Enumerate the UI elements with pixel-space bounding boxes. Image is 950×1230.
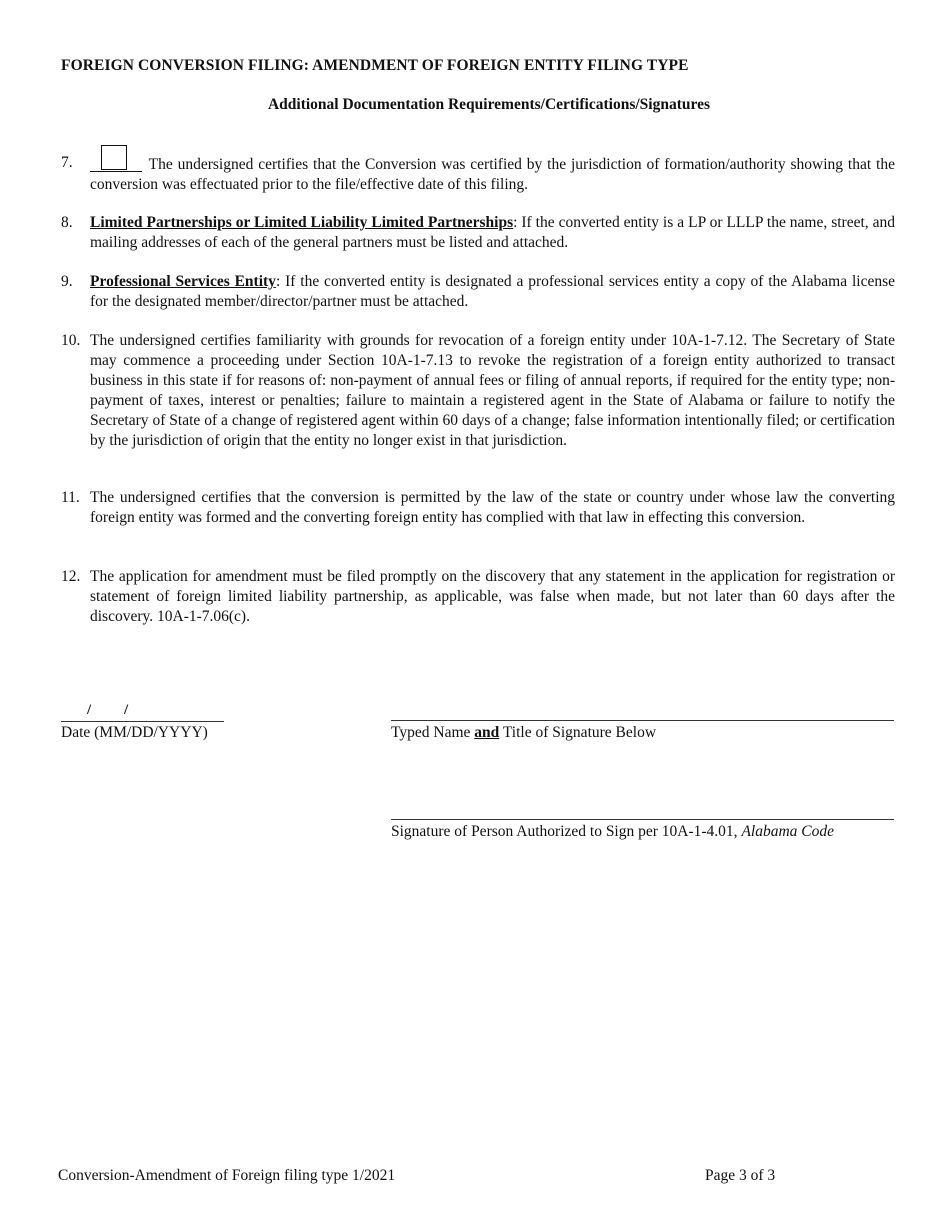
item-12 xyxy=(61,567,895,627)
date-field[interactable] xyxy=(61,702,224,722)
document-subtitle: Additional Documentation Requirements/Certifications/Signatures xyxy=(267,96,711,113)
item-heading: Professional Services Entity xyxy=(90,273,276,290)
item-number: 10. xyxy=(61,332,81,349)
item-number: 8. xyxy=(61,214,73,231)
item-text: : If the converted entity is a LP or LLLP the name, street, and mailing addresses of each of the general partners must be listed and attached. xyxy=(90,214,895,251)
footer-form-id: Conversion-Amendment of Foreign filing type 1/2021 xyxy=(58,1167,396,1184)
item-number: 9. xyxy=(61,273,73,290)
date-separator: / xyxy=(87,702,92,718)
item-text: The application for amendment must be filed promptly on the discovery that any statement in the application for registration or statement of foreign limited liability partnership, as applicable, was false when made, but not later than 60 days after the discovery. 10A-1-7.06(c). xyxy=(90,568,895,625)
item-heading: Limited Partnerships or Limited Liability Limited Partnerships xyxy=(90,214,514,231)
item-number: 11. xyxy=(61,489,80,506)
date-separator: / xyxy=(124,702,129,718)
typed-name-label: Typed Name and Title of Signature Below xyxy=(391,724,657,741)
document-title: FOREIGN CONVERSION FILING: AMENDMENT OF FOREIGN ENTITY FILING TYPE xyxy=(61,57,689,74)
item-9 xyxy=(61,272,895,312)
item-number: 7. xyxy=(61,154,73,171)
item-11 xyxy=(61,488,895,528)
typed-name-field[interactable] xyxy=(391,720,894,721)
item-10 xyxy=(61,331,895,451)
checkbox-square[interactable] xyxy=(101,145,127,170)
certification-checkbox[interactable] xyxy=(90,153,142,172)
item-number: 12. xyxy=(61,568,81,585)
signature-label: Signature of Person Authorized to Sign per 10A-1-4.01, Alabama Code xyxy=(391,823,834,840)
signature-field[interactable] xyxy=(391,819,894,820)
item-text: The undersigned certifies that the Conversion was certified by the jurisdiction of formation/authority showing that the conversion was effectuated prior to the file/effective date of this filing. xyxy=(90,156,895,193)
footer-page-number: Page 3 of 3 xyxy=(705,1167,776,1184)
date-label: Date (MM/DD/YYYY) xyxy=(61,724,208,741)
item-7 xyxy=(61,153,895,195)
item-text: The undersigned certifies that the conversion is permitted by the law of the state or country under whose law the converting foreign entity was formed and the converting foreign entity has complied with that law in effecting this conversion. xyxy=(90,489,895,526)
item-text: The undersigned certifies familiarity with grounds for revocation of a foreign entity under 10A-1-7.12. The Secretary of State may commence a proceeding under Section 10A-1-7.13 to revoke the registration of a foreign entity authorized to transact business in this state if for reasons of: non-payment of annual fees or filing of annual reports, if required for the entity type; non-payment of taxes, interest or penalties; failure to maintain a registered agent in the State of Alabama or failure to notify the Secretary of State of a change of registered agent within 60 days of a change; false information intentionally filed; or certification by the jurisdiction of origin that the entity no longer exist in that jurisdiction. xyxy=(90,332,895,449)
item-8 xyxy=(61,213,895,253)
item-text: : If the converted entity is designated a professional services entity a copy of the Alabama license for the designated member/director/partner must be attached. xyxy=(90,273,895,310)
